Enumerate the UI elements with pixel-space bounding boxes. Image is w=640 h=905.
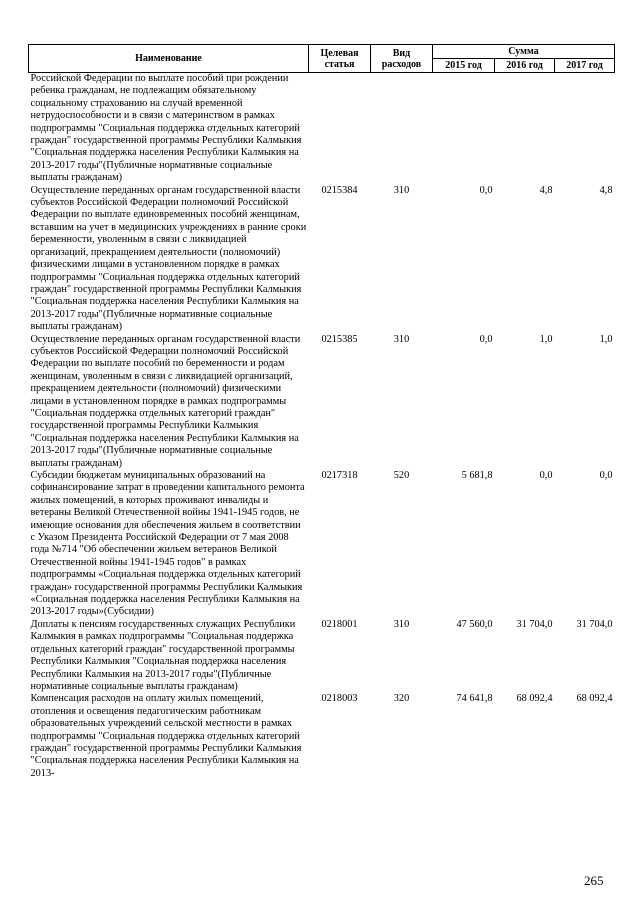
header-2015: 2015 год (433, 59, 495, 73)
table-row (29, 185, 615, 334)
table-row (29, 73, 615, 185)
row-target: 0218001 (321, 618, 358, 630)
table-row (29, 693, 615, 780)
row-2015: 0,0 (479, 333, 493, 345)
row-name: Осуществление переданных органам государственной власти субъектов Российской Федерации полномочий Российской Федерации по выплате пособий по беременности и родам женщинам, уволенным в связи с ликвидацией организаций, прекращением деятельности (полномочий) физическими лицами в установленном порядке в рамках подпрограммы "Социальная поддержка отдельных категорий граждан" государственной программы Республики Калмыкия "Социальная поддержка населения Республики Калмыкия на 2013-2017 годы"(Публичные нормативные социальные выплаты гражданам) (30, 333, 301, 469)
header-target: Целевая статья (309, 45, 371, 73)
row-2016: 31 704,0 (516, 618, 553, 630)
table-row (29, 619, 615, 693)
row-2016: 68 092,4 (516, 693, 553, 705)
table-row (29, 334, 615, 470)
row-expense (371, 73, 433, 185)
row-target: 0217318 (321, 470, 358, 481)
row-2017: 1,0 (599, 333, 613, 345)
row-name: Компенсация расходов на оплату жилых помещений, отопления и освещения педагогическим работникам образовательных учреждений сельской местности в рамках подпрограммы "Социальная поддержка отдельных категорий граждан" государственной программы Республики Калмыкия "Социальная поддержка населения Республики Калмыкия на 2013- (30, 693, 302, 779)
row-2015: 0,0 (479, 184, 493, 196)
row-target: 0215385 (321, 333, 358, 345)
row-name: Осуществление переданных органам государственной власти субъектов Российской Федерации полномочий Российской Федерации по выплате единовременных пособий женщинам, вставшим на учет в медицинских учреждениях в ранние сроки беременности, уволенным в связи с ликвидацией организаций, прекращением деятельности (полномочий) физическими лицами в установленном порядке в рамках подпрограммы "Социальная поддержка отдельных категорий граждан" государственной программы Республики Калмыкия "Социальная поддержка населения Республики Калмыкия на 2013-2017 годы"(Публичные нормативные социальные выплаты гражданам) (30, 184, 307, 333)
budget-table (28, 44, 615, 780)
row-expense: 320 (393, 693, 410, 705)
table-row (29, 470, 615, 619)
header-expense: Вид расходов (371, 45, 433, 73)
row-2016: 1,0 (539, 333, 553, 345)
row-2015 (433, 73, 495, 185)
row-2017 (555, 73, 615, 185)
row-2015: 5 681,8 (461, 470, 493, 481)
header-name: Наименование (29, 45, 309, 73)
page-number: 265 (584, 873, 604, 888)
row-target: 0215384 (321, 184, 358, 196)
row-2015: 47 560,0 (456, 618, 493, 630)
row-2017: 68 092,4 (576, 693, 613, 705)
row-expense: 310 (393, 618, 410, 630)
row-expense: 520 (393, 470, 410, 481)
row-name: Субсидии бюджетам муниципальных образований на софинансирование затрат в проведении капитального ремонта жилых помещений, в которых проживают инвалиды и ветераны Великой Отечественной войны 1941-1945 годов, не имеющие основания для обеспечения жильем в соответствии с Указом Президента Российской Федерации от 7 мая 2008 года №714 "Об обеспечении жильем ветеранов Великой Отечественной войны 1941-1945 годов" в рамках подпрограммы «Социальная поддержка отдельных категорий граждан» государственной программы Республики Калмыкия «Социальная поддержка населения Республики Калмыкия на 2013-2017 годы»(Субсидии) (30, 470, 305, 618)
row-expense: 310 (393, 184, 410, 196)
row-target: 0218003 (321, 693, 358, 705)
row-2016 (495, 73, 555, 185)
row-2017: 31 704,0 (576, 618, 613, 630)
row-2015: 74 641,8 (456, 693, 493, 705)
row-2017: 4,8 (599, 184, 613, 196)
row-2016: 0,0 (539, 470, 553, 481)
header-2017: 2017 год (555, 59, 615, 73)
header-2016: 2016 год (495, 59, 555, 73)
row-expense: 310 (393, 333, 410, 345)
row-2016: 4,8 (539, 184, 553, 196)
row-2017: 0,0 (599, 470, 613, 481)
row-name: Российской Федерации по выплате пособий при рождении ребенка гражданам, не подлежащим обязательному социальному страхованию на случай временной нетрудоспособности и в связи с материнством в рамках подпрограммы "Социальная поддержка отдельных категорий граждан" государственной программы Республики Калмыкия "Социальная поддержка населения Республики Калмыкия на 2013-2017 годы"(Публичные нормативные социальные выплаты гражданам) (30, 73, 302, 184)
header-sum: Сумма (433, 45, 615, 59)
row-name: Доплаты к пенсиям государственных служащих Республики Калмыкия в рамках подпрограммы "Социальная поддержка отдельных категорий граждан" государственной программы Республики Калмыкия "Социальная поддержка населения Республики Калмыкия на 2013-2017 годы"(Публичные нормативные социальные выплаты гражданам) (30, 618, 296, 692)
row-target (309, 73, 371, 185)
